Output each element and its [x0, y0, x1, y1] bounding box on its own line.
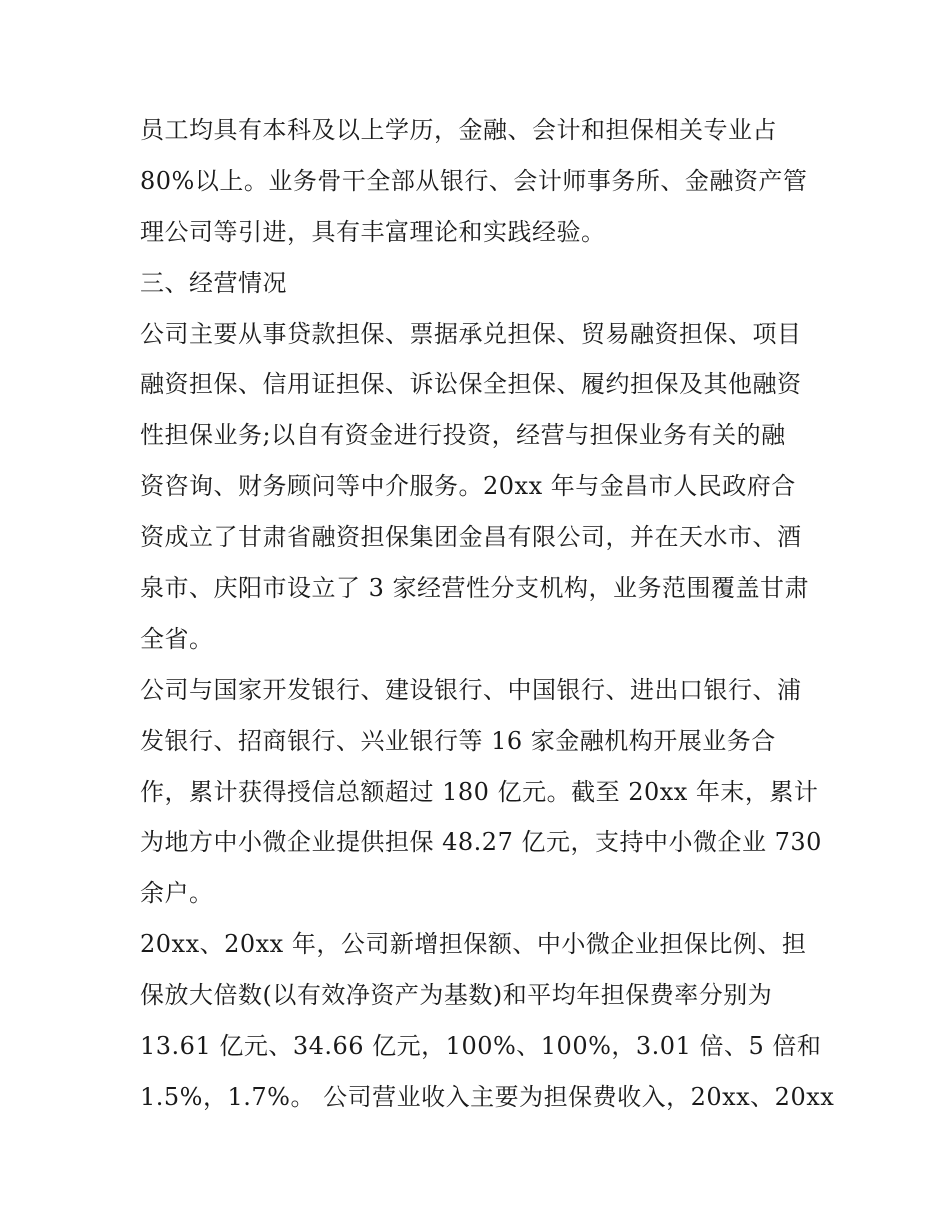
text-line: 1.5%，1.7%。 公司营业收入主要为担保费收入，20xx、20xx	[140, 1082, 835, 1111]
text-line: 员工均具有本科及以上学历，金融、会计和担保相关专业占	[140, 116, 777, 144]
text-line: 发银行、招商银行、兴业银行等 16 家金融机构开展业务合	[140, 726, 776, 755]
text-line: 20xx、20xx 年，公司新增担保额、中小微企业担保比例、担	[140, 930, 807, 959]
text-line: 公司主要从事贷款担保、票据承兑担保、贸易融资担保、项目	[140, 319, 802, 348]
text-line: 保放大倍数(以有效净资产为基数)和平均年担保费率分别为	[140, 981, 773, 1010]
text-line: 13.61 亿元、34.66 亿元，100%、100%，3.01 倍、5 倍和	[140, 1032, 822, 1061]
text-line: 融资担保、信用证担保、诉讼保全担保、履约担保及其他融资	[140, 370, 802, 399]
text-line: 余户。	[140, 879, 214, 908]
section-heading: 三、经营情况	[140, 268, 287, 297]
document-body	[140, 105, 835, 1123]
text-line: 80%以上。业务骨干全部从银行、会计师事务所、金融资产管	[140, 166, 808, 195]
text-line: 资成立了甘肃省融资担保集团金昌有限公司，并在天水市、酒	[140, 523, 802, 552]
text-line: 资咨询、财务顾问等中介服务。20xx 年与金昌市人民政府合	[140, 472, 796, 501]
text-line: 理公司等引进，具有丰富理论和实践经验。	[140, 217, 606, 246]
text-line: 泉市、庆阳市设立了 3 家经营性分支机构，业务范围覆盖甘肃	[140, 574, 810, 603]
text-line: 性担保业务;以自有资金进行投资，经营与担保业务有关的融	[140, 421, 786, 450]
text-line: 公司与国家开发银行、建设银行、中国银行、进出口银行、浦	[140, 675, 802, 704]
text-line: 作，累计获得授信总额超过 180 亿元。截至 20xx 年末，累计	[140, 777, 819, 806]
text-line: 全省。	[140, 624, 214, 653]
text-line: 为地方中小微企业提供担保 48.27 亿元，支持中小微企业 730	[140, 828, 822, 857]
